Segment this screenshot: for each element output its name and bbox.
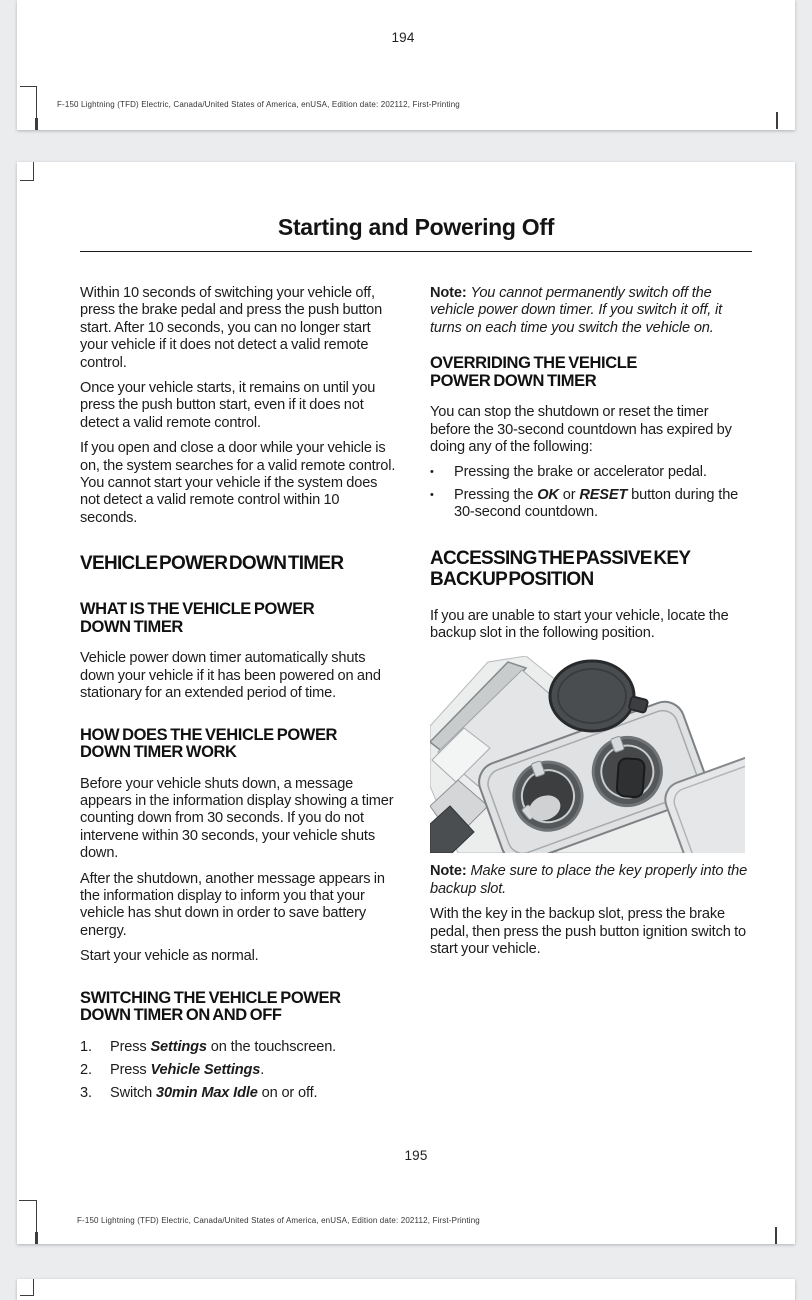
left-column	[80, 285, 396, 1109]
note-text: You cannot permanently switch off the vehicle power down timer. If you switch it off, it turns on each time you switch the vehicle on.	[430, 285, 723, 336]
note-label: Note:	[430, 285, 467, 301]
paragraph: With the key in the backup slot, press the brake pedal, then press the push button ignition switch to start your vehicle.	[430, 906, 746, 958]
step-text: Press Settings on the touchscreen.	[110, 1038, 337, 1055]
page-title: Starting and Powering Off	[277, 214, 555, 240]
note	[430, 863, 752, 898]
paragraph: If you are unable to start your vehicle, locate the backup slot in the following position.	[430, 607, 729, 642]
crop-mark	[35, 1232, 38, 1244]
paragraph: After the shutdown, another message appears in the information display to inform you that your vehicle has shut down in order to save battery energy.	[80, 870, 385, 939]
center-console-backup-slot-illustration	[430, 656, 745, 853]
paragraph: You can stop the shutdown or reset the timer before the 30-second countdown has expired by doing any of the following:	[430, 404, 732, 456]
paragraph: Vehicle power down timer automatically shuts down your vehicle if it has been powered on and stationary for an extended period of time.	[80, 650, 381, 702]
note-label: Note:	[430, 863, 467, 880]
bullet-list	[430, 464, 752, 521]
step-text: Press Vehicle Settings.	[110, 1061, 265, 1078]
step-number: 2.	[80, 1061, 92, 1078]
chapter-heading-vehicle-power-down-timer: VEHICLE POWER DOWN TIMER	[80, 553, 344, 575]
bullet-icon: •	[430, 466, 434, 479]
step-text: Switch 30min Max Idle on or off.	[110, 1085, 318, 1102]
steps-list	[80, 1039, 396, 1103]
crop-mark	[33, 162, 34, 181]
paragraph: If you open and close a door while your vehicle is on, the system searches for a valid remote control. You cannot start your vehicle if the system does not detect a valid remote control within 10 seconds.	[80, 440, 396, 526]
crop-mark	[33, 1279, 34, 1296]
step-number: 3.	[80, 1085, 92, 1102]
crop-mark	[775, 1227, 777, 1244]
chapter-heading-accessing-passive-key: ACCESSING THE PASSIVE KEY BACKUP POSITION	[430, 547, 691, 590]
paragraph: Before your vehicle shuts down, a message appears in the information display showing a timer counting down from 30 seconds. If you do not intervene within 30 seconds, your vehicle shuts down.	[80, 775, 394, 862]
section-heading-what-is: WHAT IS THE VEHICLE POWER DOWN TIMER	[80, 600, 315, 636]
step-item	[80, 1062, 396, 1079]
crop-mark	[20, 180, 34, 181]
section-heading-switching: SWITCHING THE VEHICLE POWER DOWN TIMER ON AND OFF	[80, 988, 341, 1025]
section-heading-overriding: OVERRIDING THE VEHICLE POWER DOWN TIMER	[430, 354, 637, 390]
paragraph: Start your vehicle as normal.	[80, 948, 259, 965]
paragraph: Within 10 seconds of switching your vehicle off, press the brake pedal and press the push button start. After 10 seconds, you can no longer start your vehicle if it does not detect a valid remote control.	[80, 285, 383, 371]
paragraph: Once your vehicle starts, it remains on until you press the push button start, even if it does not detect a valid remote control.	[80, 380, 376, 431]
crop-mark	[19, 1200, 37, 1201]
crop-mark	[35, 118, 38, 130]
note-text: Make sure to place the key properly into the backup slot.	[430, 863, 748, 897]
page-number-194: 194	[391, 30, 415, 45]
crop-mark	[20, 86, 37, 87]
crop-mark	[20, 1295, 34, 1296]
title-rule	[80, 251, 752, 252]
bullet-text: Pressing the brake or accelerator pedal.	[454, 464, 707, 481]
step-item	[80, 1039, 396, 1056]
page-195-footer: F-150 Lightning (TFD) Electric, Canada/United States of America, enUSA, Edition date: 202112, First-Printing	[77, 1216, 480, 1225]
step-number: 1.	[80, 1038, 92, 1055]
next-page-fragment	[17, 1279, 795, 1300]
bullet-icon: •	[430, 488, 434, 501]
step-item	[80, 1085, 396, 1102]
page-194-footer: F-150 Lightning (TFD) Electric, Canada/United States of America, enUSA, Edition date: 202112, First-Printing	[57, 100, 460, 109]
right-column	[430, 285, 752, 1109]
page-194-fragment	[17, 0, 795, 130]
bullet-text: Pressing the OK or RESET button during the 30-second countdown.	[454, 486, 739, 521]
section-heading-how-does: HOW DOES THE VEHICLE POWER DOWN TIMER WORK	[80, 725, 338, 761]
note	[430, 285, 752, 337]
page-195	[17, 162, 795, 1244]
page-number-195: 195	[404, 1148, 428, 1163]
crop-mark	[776, 112, 778, 129]
bullet-item	[430, 487, 752, 522]
bullet-item	[430, 464, 752, 481]
